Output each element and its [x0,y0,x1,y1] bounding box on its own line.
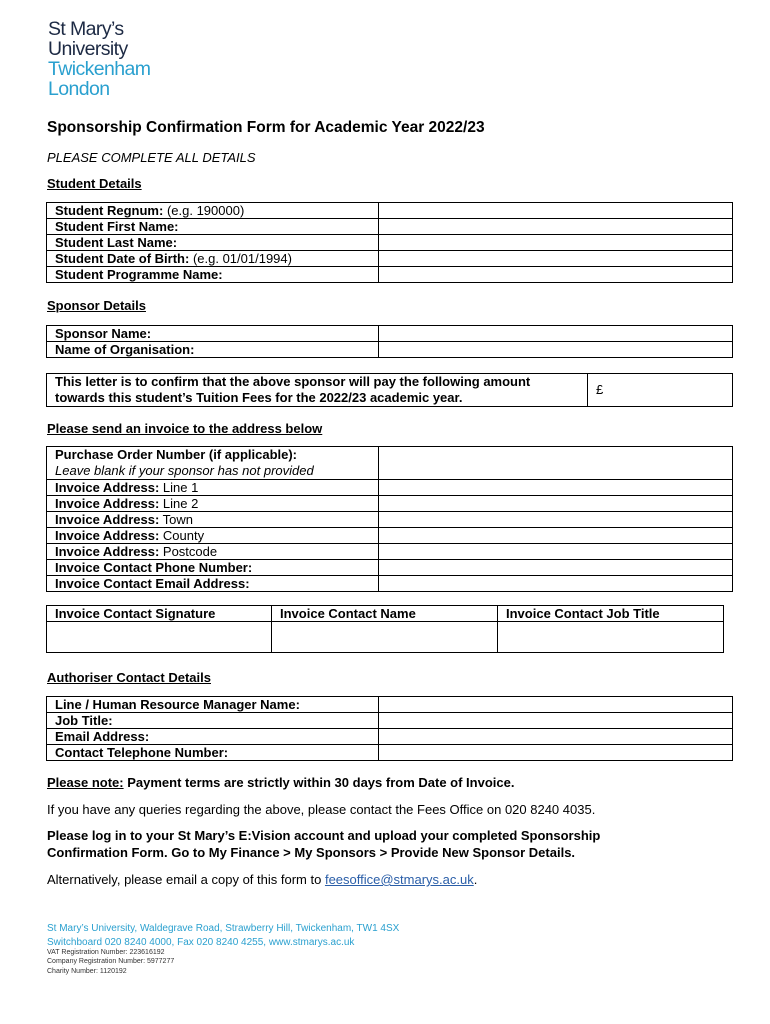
job-title-field[interactable] [498,622,724,653]
table-row [47,219,733,235]
invoice-address-county-field[interactable] [379,528,733,544]
invoice-address-town-field[interactable] [379,512,733,528]
authoriser-table [46,696,733,761]
invoice-heading: Please send an invoice to the address below [47,421,323,436]
table-row [47,544,733,560]
table-row [47,480,733,496]
organisation-name-label: Name of Organisation: [47,342,379,358]
sponsor-details-heading: Sponsor Details [47,298,146,313]
signature-field[interactable] [47,622,272,653]
payment-terms-label: Please note: [47,775,124,790]
student-details-heading: Student Details [47,176,142,191]
organisation-name-field[interactable] [379,342,733,358]
invoice-details-table [46,446,733,592]
logo-line-2: University [48,38,128,60]
queries-text: If you have any queries regarding the above, please contact the Fees Office on 020 8240 4035. [47,802,596,817]
authoriser-job-title-field[interactable] [379,713,733,729]
login-line-1: Please log in to your St Mary’s E:Vision account and upload your completed Sponsorship [47,828,601,843]
table-row [47,528,733,544]
university-logo [48,19,150,99]
table-row [47,745,733,761]
invoice-email-label: Invoice Contact Email Address: [47,576,379,592]
table-row [47,342,733,358]
signature-table [46,605,724,653]
purchase-order-label: Purchase Order Number (if applicable): [55,447,298,462]
invoice-address-label: Invoice Address: [55,528,160,543]
student-last-name-field[interactable] [379,235,733,251]
table-row [47,267,733,283]
table-row [47,326,733,342]
student-regnum-field[interactable] [379,203,733,219]
student-regnum-label: Student Regnum: [55,203,164,218]
table-row [47,203,733,219]
email-suffix: . [473,872,478,887]
authoriser-job-title-label: Job Title: [47,713,379,729]
footer-address: St Mary’s University, Waldegrave Road, Strawberry Hill, Twickenham, TW1 4SX [47,923,400,934]
login-line-2: Confirmation Form. Go to My Finance > My Sponsors > Provide New Sponsor Details. [47,844,576,860]
student-regnum-hint: (e.g. 190000) [163,203,245,218]
logo-line-4: London [48,78,110,100]
table-row [47,697,733,713]
invoice-address-postcode-label: Postcode [159,544,218,559]
table-row [47,622,724,653]
job-title-column-header: Invoice Contact Job Title [498,606,724,622]
sponsor-details-table [46,325,733,358]
table-row [47,713,733,729]
invoice-address-line2-field[interactable] [379,496,733,512]
email-prefix: Alternatively, please email a copy of this form to [47,872,325,887]
student-last-name-label: Student Last Name: [47,235,379,251]
fees-office-email-link[interactable]: feesoffice@stmarys.ac.uk [324,872,474,887]
confirmation-line-1: This letter is to confirm that the above sponsor will pay the following amount [55,374,531,389]
currency-symbol: £ [596,382,604,397]
invoice-phone-field[interactable] [379,560,733,576]
signature-column-header: Invoice Contact Signature [47,606,272,622]
student-programme-field[interactable] [379,267,733,283]
invoice-address-town-label: Town [159,512,194,527]
invoice-address-label: Invoice Address: [55,512,160,527]
footer-vat: VAT Registration Number: 223616192 [47,949,165,956]
footer-contact [47,922,399,949]
manager-name-label: Line / Human Resource Manager Name: [47,697,379,713]
logo-line-3: Twickenham [48,58,151,80]
student-dob-hint: (e.g. 01/01/1994) [189,251,292,266]
invoice-phone-label: Invoice Contact Phone Number: [47,560,379,576]
contact-name-column-header: Invoice Contact Name [272,606,498,622]
invoice-address-label: Invoice Address: [55,544,160,559]
email-instructions [47,872,727,889]
table-row [47,447,733,480]
invoice-address-label: Invoice Address: [55,480,160,495]
payment-terms-text: Payment terms are strictly within 30 days from Date of Invoice. [123,775,515,790]
table-row [47,374,733,407]
manager-name-field[interactable] [379,697,733,713]
login-instructions [47,828,727,861]
footer-charity: Charity Number: 1120192 [47,967,127,975]
student-details-table [46,202,733,283]
student-programme-label: Student Programme Name: [47,267,379,283]
footer-switchboard: Switchboard 020 8240 4000, Fax 020 8240 4255, www.stmarys.ac.uk [47,936,355,948]
authoriser-phone-label: Contact Telephone Number: [47,745,379,761]
footer-registration [47,948,174,976]
purchase-order-hint: Leave blank if your sponsor has not provided [55,463,314,478]
table-row [47,576,733,592]
invoice-address-postcode-field[interactable] [379,544,733,560]
logo-line-1: St Mary’s [48,18,124,40]
table-row [47,496,733,512]
page-title: Sponsorship Confirmation Form for Academic Year 2022/23 [47,119,485,136]
table-row [47,606,724,622]
invoice-address-line1-field[interactable] [379,480,733,496]
invoice-address-label: Invoice Address: [55,496,160,511]
authoriser-heading: Authoriser Contact Details [47,670,211,685]
table-row [47,729,733,745]
student-dob-field[interactable] [379,251,733,267]
student-first-name-label: Student First Name: [47,219,379,235]
invoice-address-line1-label: Line 1 [159,480,199,495]
authoriser-email-label: Email Address: [47,729,379,745]
authoriser-phone-field[interactable] [379,745,733,761]
footer-company: Company Registration Number: 5977277 [47,958,175,966]
purchase-order-field[interactable] [379,447,733,480]
table-row [47,251,733,267]
invoice-address-line2-label: Line 2 [159,496,199,511]
contact-name-field[interactable] [272,622,498,653]
table-row [47,512,733,528]
payment-terms-note [47,775,727,792]
confirmation-line-2: towards this student’s Tuition Fees for the 2022/23 academic year. [55,390,463,405]
invoice-email-field[interactable] [379,576,733,592]
sponsor-name-label: Sponsor Name: [47,326,379,342]
student-first-name-field[interactable] [379,219,733,235]
sponsor-name-field[interactable] [379,326,733,342]
invoice-address-county-label: County [159,528,205,543]
confirmation-statement [47,374,588,407]
table-row [47,560,733,576]
table-row [47,235,733,251]
tuition-amount-field[interactable] [588,374,733,407]
sponsor-confirmation-table [46,373,733,407]
authoriser-email-field[interactable] [379,729,733,745]
page-subtitle: PLEASE COMPLETE ALL DETAILS [47,150,256,165]
student-dob-label: Student Date of Birth: [55,251,190,266]
